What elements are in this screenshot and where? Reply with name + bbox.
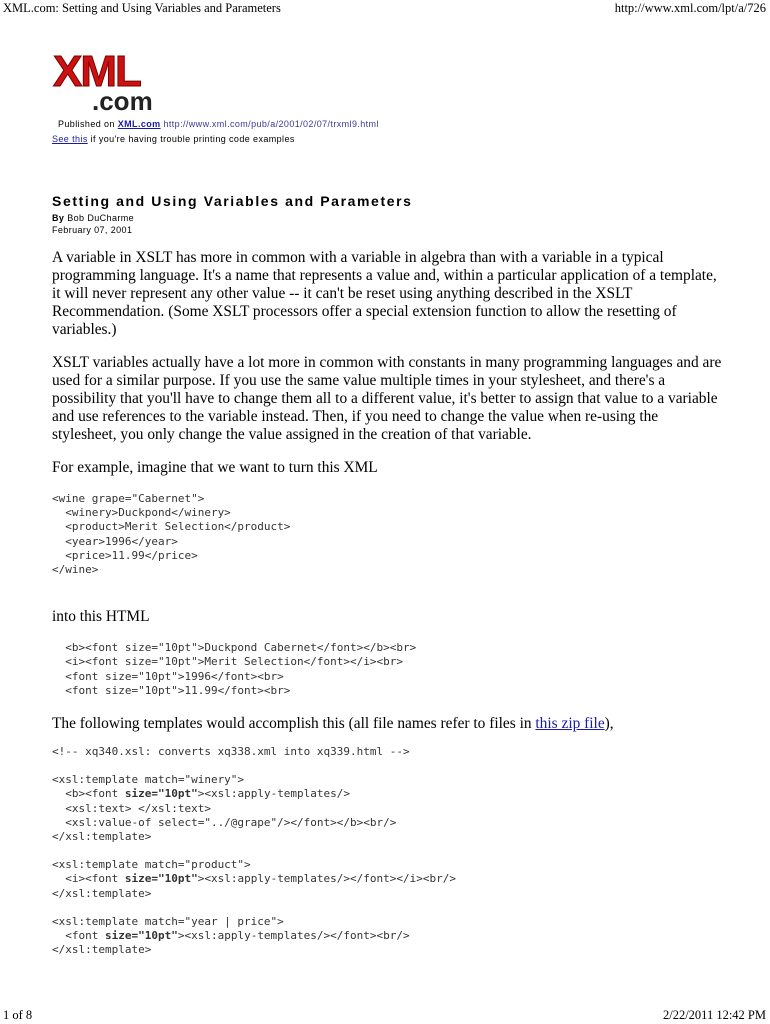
code-template-product xyxy=(52,858,722,901)
print-header-url: http://www.xml.com/lpt/a/726 xyxy=(614,1,766,15)
code-line: ><xsl:apply-templates/></font><br/> xyxy=(177,929,410,943)
zip-file-link[interactable]: this zip file xyxy=(535,715,605,733)
code-line: <xsl:template match="year | price"> xyxy=(52,914,284,928)
paragraph-2: XSLT variables actually have a lot more in common with constants in many programming languages and are used for a similar purpose. If you use the same value multiple times in your stylesheet, and there's a possibility that you'll have to change them all to a different value, it's better to assign that value to a variable and use references to the variable instead. Then, if you need to change the value when re-using the stylesheet, you only change the value assigned in the creation of that variable. xyxy=(52,354,722,443)
code-line: ><xsl:apply-templates/></font></i><br/> xyxy=(197,872,456,886)
logo-xml-text: XML xyxy=(53,48,140,96)
code-line: </xsl:template> xyxy=(52,943,152,957)
code-line: </xsl:template> xyxy=(52,886,152,900)
code-template-year-price xyxy=(52,915,722,958)
publication-info xyxy=(52,117,379,147)
code-bold: size="10pt" xyxy=(124,787,198,801)
code-line: ><xsl:apply-templates/> xyxy=(197,787,351,801)
code-html-output: <b><font size="10pt">Duckpond Cabernet</font></b><br> <i><font size="10pt">Merit Selection</font></i><br> <font size="10pt">1996</font><br> <font size="10pt">11.99</font><br> xyxy=(65,641,417,697)
see-this-rest: if you're having trouble printing code examples xyxy=(87,134,295,144)
article-date: February 07, 2001 xyxy=(52,225,133,235)
code-bold: size="10pt" xyxy=(104,929,178,943)
code-line: <xsl:text> </xsl:text> xyxy=(52,801,211,815)
code-comment: <!-- xq340.xsl: converts xq338.xml into xq339.html --> xyxy=(52,745,410,759)
site-link[interactable]: XML.com xyxy=(117,119,161,129)
code-line: </xsl:template> xyxy=(52,830,152,844)
published-on-label: Published on xyxy=(58,119,115,129)
code-xml-input: <wine grape="Cabernet"> <winery>Duckpond</winery> <product>Merit Selection</product> <year>1996</year> <price>11.99</price> </wine> xyxy=(52,492,291,577)
print-header-title: XML.com: Setting and Using Variables and Parameters xyxy=(3,1,281,15)
see-this-link[interactable]: See this xyxy=(52,134,88,144)
code-bold: size="10pt" xyxy=(124,872,198,886)
paragraph-3: For example, imagine that we want to turn this XML xyxy=(52,459,378,476)
code-line: <xsl:value-of select="../@grape"/></font></b><br/> xyxy=(52,815,397,829)
article-url[interactable]: http://www.xml.com/pub/a/2001/02/07/trxml9.html xyxy=(163,119,379,129)
paragraph-1: A variable in XSLT has more in common with a variable in algebra than with a variable in a typical programming language. It's a name that represents a value and, within a particular application of a template, it will never represent any other value -- it can't be reset using anything described in the XSLT Recommendation. (Some XSLT processors offer a special extension function to allow the resetting of variables.) xyxy=(52,249,717,338)
code-line: <xsl:template match="product"> xyxy=(52,858,251,872)
page-number: 1 of 8 xyxy=(3,1008,33,1022)
code-line: <b><font xyxy=(52,787,125,801)
print-timestamp: 2/22/2011 12:42 PM xyxy=(662,1008,766,1022)
paragraph-5-tail: ), xyxy=(604,715,614,733)
author-name: Bob DuCharme xyxy=(67,213,135,223)
logo-com-text: .com xyxy=(92,86,153,114)
code-template-winery xyxy=(52,773,722,844)
paragraph-4: into this HTML xyxy=(52,608,150,626)
code-line: <i><font xyxy=(52,872,125,886)
article-body xyxy=(52,249,722,957)
xml-com-logo xyxy=(52,48,178,114)
paragraph-5-text: The following templates would accomplish this (all file names refer to files in xyxy=(52,715,536,733)
article-title: Setting and Using Variables and Parameters xyxy=(52,193,413,209)
paragraph-5 xyxy=(52,715,722,733)
code-line: <font xyxy=(52,929,105,943)
byline xyxy=(52,212,134,236)
code-line: <xsl:template match="winery"> xyxy=(52,773,245,787)
by-label: By xyxy=(52,213,65,223)
